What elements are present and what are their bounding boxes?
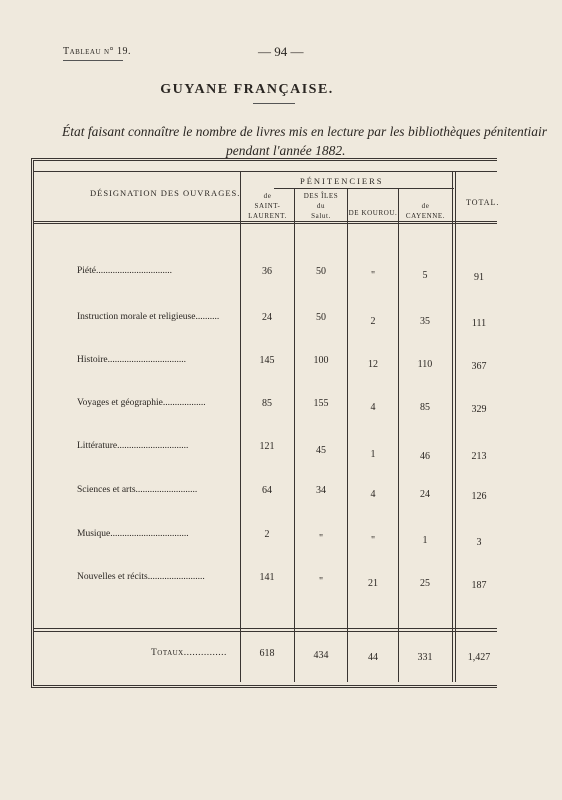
cell-iles-salut: 34: [316, 485, 326, 496]
cell-iles-salut: ": [318, 533, 324, 544]
cell-saint-laurent: 2: [264, 529, 270, 540]
table-row: [34, 355, 497, 375]
col-divider-5: [452, 171, 453, 682]
row-label: Nouvelles et récits........................: [77, 572, 205, 582]
cell-saint-laurent: 141: [259, 572, 275, 583]
cell-cayenne: 24: [420, 489, 430, 500]
cell-iles-salut: 50: [316, 312, 326, 323]
totals-label: Totaux...............: [151, 648, 227, 658]
row-label: Voyages et géographie..................: [77, 398, 206, 408]
cell-cayenne: 25: [420, 578, 430, 589]
row-label: Sciences et arts..........................: [77, 485, 198, 495]
table-row: [34, 266, 497, 286]
total-cayenne: 331: [417, 652, 433, 663]
table-row: [34, 441, 497, 461]
table-row: [34, 485, 497, 505]
col-header-saint-laurent: de SAINT- LAURENT.: [248, 192, 287, 220]
total-saint-laurent: 618: [259, 648, 275, 659]
cell-iles-salut: 100: [313, 355, 329, 366]
table-row: [34, 312, 497, 332]
page-title: GUYANE FRANÇAISE.: [160, 82, 334, 97]
cell-total: 111: [471, 318, 487, 329]
table-caption: [62, 122, 562, 160]
library-table: [31, 158, 500, 688]
row-label: Musique.................................: [77, 529, 189, 539]
col-divider-1: [240, 171, 241, 682]
totals-row: [34, 648, 497, 668]
cell-kourou: 4: [370, 489, 376, 500]
penitenciers-rule: [274, 188, 454, 189]
table-row: [34, 398, 497, 418]
cell-kourou: ": [370, 270, 376, 281]
col-header-iles-salut: DES ÎLES du Salut.: [303, 192, 339, 220]
cell-saint-laurent: 145: [259, 355, 275, 366]
tableau-number: Tableau n° 19.: [63, 46, 132, 57]
title-underline: [253, 103, 295, 104]
designation-header: DÉSIGNATION DES OUVRAGES.: [90, 188, 241, 198]
cell-iles-salut: 50: [316, 266, 326, 277]
cell-kourou: 1: [370, 449, 376, 460]
cell-total: 367: [471, 361, 487, 372]
cell-kourou: 2: [370, 316, 376, 327]
caption-line-1: État faisant connaître le nombre de livres mis en lecture par les bibliothèques pénitentiair: [62, 124, 548, 139]
row-label: Histoire.................................: [77, 355, 186, 365]
cell-iles-salut: ": [318, 576, 324, 587]
col-header-kourou: DE KOUROU.: [348, 209, 398, 217]
cell-total: 329: [471, 404, 487, 415]
table-row: [34, 529, 497, 549]
tableau-underline: [63, 60, 123, 61]
cell-kourou: 21: [368, 578, 378, 589]
cell-cayenne: 85: [420, 402, 430, 413]
col-divider-3: [347, 188, 348, 682]
total-grand: 1,427: [467, 652, 491, 663]
header-top-rule: [34, 171, 497, 172]
cell-cayenne: 46: [420, 451, 430, 462]
cell-total: 126: [471, 491, 487, 502]
row-label: Littérature..............................: [77, 441, 189, 451]
col-header-cayenne: de CAYENNE.: [405, 202, 446, 220]
cell-total: 3: [476, 537, 482, 548]
cell-cayenne: 110: [417, 359, 433, 370]
row-label: Instruction morale et religieuse..........: [77, 312, 220, 322]
cell-kourou: 12: [368, 359, 378, 370]
cell-iles-salut: 45: [316, 445, 326, 456]
cell-saint-laurent: 85: [262, 398, 272, 409]
totals-rule: [34, 628, 497, 629]
cell-cayenne: 5: [422, 270, 428, 281]
cell-saint-laurent: 64: [262, 485, 272, 496]
table-row: [34, 572, 497, 592]
cell-saint-laurent: 36: [262, 266, 272, 277]
cell-total: 91: [474, 272, 484, 283]
cell-kourou: ": [370, 535, 376, 546]
cell-kourou: 4: [370, 402, 376, 413]
cell-total: 187: [471, 580, 487, 591]
penitenciers-header: PÉNITENCIERS: [300, 176, 384, 186]
page-number: — 94 —: [258, 44, 304, 59]
caption-line-2: pendant l'année 1882.: [226, 143, 346, 158]
cell-cayenne: 35: [420, 316, 430, 327]
col-divider-4: [398, 188, 399, 682]
col-header-total: TOTAL.: [466, 198, 500, 207]
cell-iles-salut: 155: [313, 398, 329, 409]
cell-cayenne: 1: [422, 535, 428, 546]
cell-total: 213: [471, 451, 487, 462]
totals-rule-2: [34, 631, 497, 632]
cell-saint-laurent: 24: [262, 312, 272, 323]
row-label: Piété................................: [77, 266, 172, 276]
col-divider-5b: [455, 171, 456, 682]
total-kourou: 44: [368, 652, 378, 663]
total-iles-salut: 434: [313, 650, 329, 661]
col-divider-2: [294, 188, 295, 682]
header-bottom-rule-2: [34, 223, 497, 224]
cell-saint-laurent: 121: [259, 441, 275, 452]
header-bottom-rule: [34, 221, 497, 222]
